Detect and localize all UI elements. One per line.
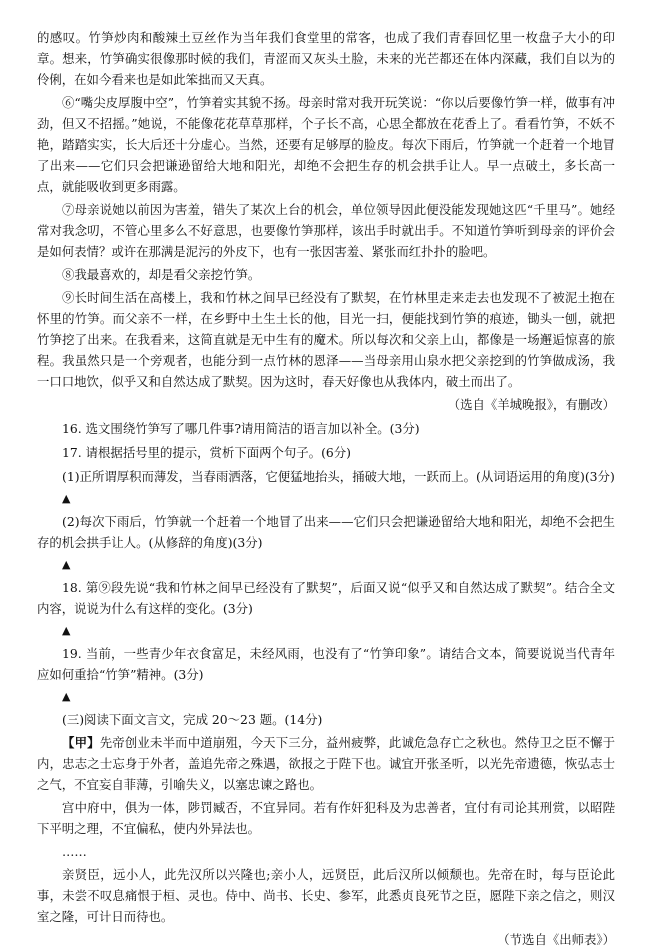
passage-paragraph-9: ⑨长时间生活在高楼上，我和竹林之间早已经没有了默契，在竹林里走来走去也发现不了被泥土抱在怀里的竹笋。而父亲不一样，在乡野中土生土长的他，目光一扫，便能找到竹笋的痕迹，锄头一刨，就把竹笋挖了出来。在我看来，这简直就是无中生有的魔术。所以每次和父亲上山，都像是一场邂逅惊喜的旅程。我虽然只是一个旁观者，也能分到一点竹林的恩泽——当母亲用山泉水把父亲挖到的竹笋做成汤，我一口口地饮，似乎又和自然达成了默契。因为这时，春天好像也从我体内，破土而出了。 [37,290,615,389]
answer-marker: ▲ [62,690,71,703]
question-17-1: (1)正所谓厚积而薄发，当春雨洒落，它便猛地抬头，捅破大地，一跃而上。(从词语运用的角度)(3分) [62,469,615,484]
classical-paragraph-3: 亲贤臣，远小人，此先汉所以兴隆也;亲小人，远贤臣，此后汉所以倾颓也。先帝在时，每与臣论此事，未尝不叹息痛恨于桓、灵也。侍中、尚书、长史、参军，此悉贞良死节之臣，愿陛下亲之信之，则汉室之隆，可计日而待也。 [37,867,615,924]
classical-text-1: 先帝创业未半而中道崩殂，今天下三分，益州疲弊，此诚危急存亡之秋也。然侍卫之臣不懈于内，忠志之士忘身于外者，盖追先帝之殊遇，欲报之于陛下也。诚宜开张圣听，以光先帝遗德，恢弘志士之气，不宜妄自菲薄，引喻失义，以塞忠谏之路也。 [37,735,616,792]
question-17-2: (2)每次下雨后，竹笋就一个赶着一个地冒了出来——它们只会把谦逊留给大地和阳光，却绝不会把生存的机会拱手让人。(从修辞的角度)(3分) [37,514,615,550]
passage-paragraph-8: ⑧我最喜欢的，却是看父亲挖竹笋。 [62,267,261,282]
passage-paragraph-6: ⑥“嘴尖皮厚腹中空”，竹笋着实其貌不扬。母亲时常对我开玩笑说：“你以后要像竹笋一样，做事有冲劲，但又不招摇。”她说，不能像花花草草那样，个子长不高，心思全都放在花香上了。看看竹笋，不妖不艳，踏踏实实，长大后还十分虚心。当然，还要有足够厚的脸皮。每次下雨后，竹笋就一个赶着一个地冒了出来——它们只会把谦逊留给大地和阳光，却绝不会把生存的机会拱手让人。早一点破土，多长高一点，就能吸收到更多雨露。 [37,95,615,194]
passage-paragraph-7: ⑦母亲说她以前因为害羞，错失了某次上台的机会，单位领导因此便没能发现她这匹“千里马”。她经常对我念叨，不管心里多么不好意思，也要像竹笋那样，该出手时就出手。不知道竹笋听到母亲的评价会是如何表情？或许在那满是泥污的外皮下，也有一张因害羞、紧张而红扑扑的脸吧。 [37,202,615,259]
answer-marker: ▲ [62,492,71,505]
passage-paragraph-intro: 的感叹。竹笋炒肉和酸辣土豆丝作为当年我们食堂里的常客，也成了我们青春回忆里一枚盘子大小的印章。想来，竹笋确实很像那时候的我们，青涩而又灰头土脸，未来的光芒都还在体内深藏，我们自以为的伶俐，在如今看来也是如此笨拙而又天真。 [37,30,615,87]
classical-paragraph-1 [37,732,615,795]
answer-marker: ▲ [62,558,71,571]
passage-label-jia: 【甲】 [62,735,100,750]
passage-source: （选自《羊城晚报》，有删改） [447,397,615,412]
ellipsis: …… [62,844,87,859]
exam-page [37,27,615,950]
question-18: 18. 第⑨段先说“我和竹林之间早已经没有了默契”，后面又说“似乎又和自然达成了默契”。结合全文内容，说说为什么有这样的变化。(3分) [37,580,615,616]
question-19: 19. 当前，一些青少年衣食富足，未经风雨，也没有了“竹笋印象”。请结合文本，简要说说当代青年应如何重拾“竹笋”精神。(3分) [37,646,615,682]
classical-paragraph-2: 宫中府中，俱为一体，陟罚臧否，不宜异同。若有作奸犯科及为忠善者，宜付有司论其刑赏，以昭陛下平明之理，不宜偏私，使内外异法也。 [37,800,615,836]
answer-marker: ▲ [62,624,71,637]
question-17: 17. 请根据括号里的提示，赏析下面两个句子。(6分) [62,445,352,460]
classical-source: （节选自《出师表》） [497,932,615,947]
section-heading-classical: (三)阅读下面文言文，完成 20～23 题。(14分) [62,712,323,727]
question-16: 16. 选文围绕竹笋写了哪几件事?请用简洁的语言加以补全。(3分) [62,421,420,436]
